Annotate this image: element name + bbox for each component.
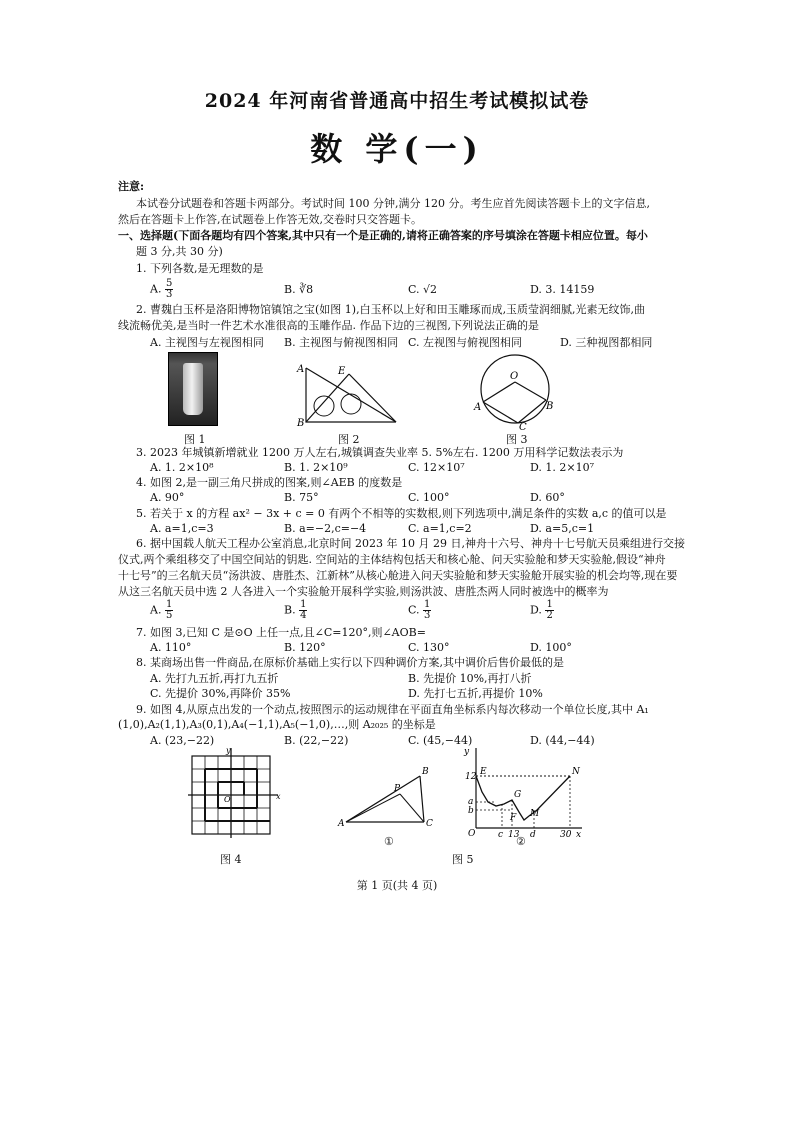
section-header-line1: 一、选择题(下面各题均有四个答案,其中只有一个是正确的,请将正确答案的序号填涂在答题卡相应位置。每小 [118,229,648,242]
q6-d-fraction [545,600,553,621]
q1-option-a-prefix: A. [150,282,162,296]
jade-cup-photo [168,352,218,426]
q2-option-a: A. 主视图与左视图相同 [150,336,264,349]
q9-option-d: D. (44,−44) [530,734,595,747]
section-header-line2: 题 3 分,共 30 分) [136,245,223,258]
fig5-caption: 图 5 [452,853,474,866]
svg-text:c: c [498,830,504,840]
svg-text:O: O [468,829,476,839]
q1-option-d: D. 3. 14159 [530,283,595,296]
q5-option-a: A. a=1,c=3 [150,522,214,535]
page-footer: 第 1 页(共 4 页) [356,879,438,892]
svg-text:N: N [572,767,580,777]
svg-text:A: A [474,402,482,413]
q7-option-b: B. 120° [284,641,326,654]
q5-option-d: D. a=5,c=1 [530,522,595,535]
svg-text:O: O [224,795,231,804]
q6-option-c [408,600,431,621]
svg-text:C: C [519,422,527,433]
svg-text:b: b [468,806,474,816]
q1-a-numerator: 5 [165,278,173,289]
q6-b-fraction [299,600,307,621]
q1-stem: 1. 下列各数,是无理数的是 [136,262,264,275]
q7-option-a: A. 110° [150,641,192,654]
q9-option-a: A. (23,−22) [150,734,215,747]
q1-option-a [150,279,173,300]
svg-text:E: E [338,366,346,377]
fig5-part1-label: ① [384,835,394,848]
svg-text:y: y [226,746,231,755]
q4-option-d: D. 60° [530,491,565,504]
fig5-function-graph [462,744,587,840]
fig5-part2-label: ② [516,835,526,848]
q6-c-denominator: 3 [424,610,431,621]
q8-option-b: B. 先提价 10%,再打八折 [408,672,532,685]
q3-option-b: B. 1. 2×10⁹ [284,461,348,474]
svg-text:d: d [530,830,536,840]
q2-line1: 2. 曹魏白玉杯是洛阳博物馆镇馆之宝(如图 1),白玉杯以上好和田玉雕琢而成,玉质莹润细腻,光素无纹饰,曲 [136,303,646,316]
q1-a-denominator: 3 [165,289,173,300]
q4-option-b: B. 75° [284,491,319,504]
fig1-caption: 图 1 [184,433,206,446]
q4-option-c: C. 100° [408,491,450,504]
q1-option-c: C. √2 [408,283,438,296]
q6-line3: 十七号”的三名航天员“汤洪波、唐胜杰、江新林”从核心舱进入问天实验舱和梦天实验舱开展实验的机会均等,现在要 [118,569,678,582]
q6-line1: 6. 据中国载人航天工程办公室消息,北京时间 2023 年 10 月 29 日,神舟十六号、神舟十七号航天员乘组进行交接 [136,537,685,550]
q6-c-prefix: C. [408,603,420,617]
svg-text:O: O [510,371,519,382]
svg-text:x: x [576,830,582,840]
exam-title: 2024 年河南省普通高中招生考试模拟试卷 [204,90,590,112]
svg-text:30: 30 [560,830,572,840]
q7-option-d: D. 100° [530,641,572,654]
q2-line2: 线流畅优美,是当时一件艺术水准很高的玉雕作品. 作品下边的三视图,下列说法正确的是 [118,319,539,332]
q4-stem: 4. 如图 2,是一副三角尺拼成的图案,则∠AEB 的度数是 [136,476,403,489]
svg-text:x: x [276,792,281,801]
q3-option-a: A. 1. 2×10⁸ [150,461,214,474]
q2-option-c: C. 左视图与俯视图相同 [408,336,523,349]
svg-text:C: C [426,819,433,829]
subject-title: 数 学(一) [310,130,484,168]
q1-option-b: B. ∛8 [284,283,314,296]
q6-d-denominator: 2 [546,610,553,621]
q6-d-numerator: 1 [546,599,553,610]
q8-stem: 8. 某商场出售一件商品,在原标价基础上实行以下四种调价方案,其中调价后售价最低的是 [136,656,564,669]
q6-option-b [284,600,307,621]
q9-line2: (1,0),A₂(1,1),A₃(0,1),A₄(−1,1),A₅(−1,0),…,则 A₂₀₂₅ 的坐标是 [118,718,436,731]
q3-option-d: D. 1. 2×10⁷ [530,461,595,474]
q6-b-numerator: 1 [300,599,307,610]
q7-option-c: C. 130° [408,641,450,654]
q6-option-a [150,600,173,621]
svg-text:A: A [338,819,345,829]
svg-text:13: 13 [508,830,520,840]
svg-text:F: F [510,813,517,823]
q3-stem: 3. 2023 年城镇新增就业 1200 万人左右,城镇调查失业率 5. 5%左右. 1200 万用科学记数法表示为 [136,446,624,459]
q6-c-numerator: 1 [424,599,431,610]
q7-stem: 7. 如图 3,已知 C 是⊙O 上任一点,且∠C=120°,则∠AOB= [136,626,426,639]
q3-option-c: C. 12×10⁷ [408,461,465,474]
svg-text:M: M [530,809,540,819]
q6-line4: 从这三名航天员中选 2 人各进入一个实验舱开展科学实验,则汤洪波、唐胜杰两人同时被选中的概率为 [118,585,609,598]
q6-b-prefix: B. [284,603,296,617]
notice-line1: 本试卷分试题卷和答题卡两部分。考试时间 100 分钟,满分 120 分。考生应首先阅读答题卡上的文字信息, [136,197,650,210]
fig3-caption: 图 3 [506,433,528,446]
svg-text:B: B [546,401,554,412]
svg-text:y: y [464,747,470,757]
q9-option-c: C. (45,−44) [408,734,473,747]
q6-option-d [530,600,554,621]
q1-option-a-fraction [165,279,173,300]
svg-text:a: a [468,797,474,807]
fig3-circle-diagram [474,352,554,433]
q8-option-d: D. 先打七五折,再提价 10% [408,687,543,700]
q6-line2: 仪式,两个乘组移交了中国空间站的钥匙. 空间站的主体结构包括天和核心舱、问天实验舱和梦天实验舱,假设“神舟 [118,553,666,566]
q6-d-prefix: D. [530,603,542,617]
q2-option-b: B. 主视图与俯视图相同 [284,336,399,349]
q8-option-a: A. 先打九五折,再打九五折 [150,672,279,685]
fig4-caption: 图 4 [220,853,242,866]
q9-line1: 9. 如图 4,从原点出发的一个动点,按照图示的运动规律在平面直角坐标系内每次移动一个单位长度,其中 A₁ [136,703,649,716]
notice-label: 注意: [118,180,145,193]
q6-a-prefix: A. [150,603,162,617]
fig5-triangle-diagram [338,764,438,830]
svg-text:E: E [480,767,487,777]
jade-cup-shape [183,363,203,415]
q5-option-c: C. a=1,c=2 [408,522,472,535]
q6-b-denominator: 4 [300,610,307,621]
q4-option-a: A. 90° [150,491,185,504]
fig2-triangles-diagram [294,360,404,429]
svg-text:B: B [297,418,305,429]
q5-stem: 5. 若关于 x 的方程 ax² − 3x + c = 0 有两个不相等的实数根,则下列选项中,满足条件的实数 a,c 的值可以是 [136,507,667,520]
fig4-grid-spiral [188,748,280,840]
q2-option-d: D. 三种视图都相同 [560,336,653,349]
svg-text:B: B [422,767,429,777]
q6-c-fraction [423,600,431,621]
fig2-caption: 图 2 [338,433,360,446]
svg-text:12: 12 [465,772,477,782]
q6-a-denominator: 5 [165,610,173,621]
q5-option-b: B. a=−2,c=−4 [284,522,367,535]
svg-text:P: P [394,784,401,794]
q8-option-c: C. 先提价 30%,再降价 35% [150,687,291,700]
notice-line2: 然后在答题卡上作答,在试题卷上作答无效,交卷时只交答题卡。 [118,213,422,226]
q6-a-numerator: 1 [165,599,173,610]
q6-a-fraction [165,600,173,621]
q9-option-b: B. (22,−22) [284,734,349,747]
svg-text:G: G [514,790,522,800]
svg-text:A: A [297,364,305,375]
